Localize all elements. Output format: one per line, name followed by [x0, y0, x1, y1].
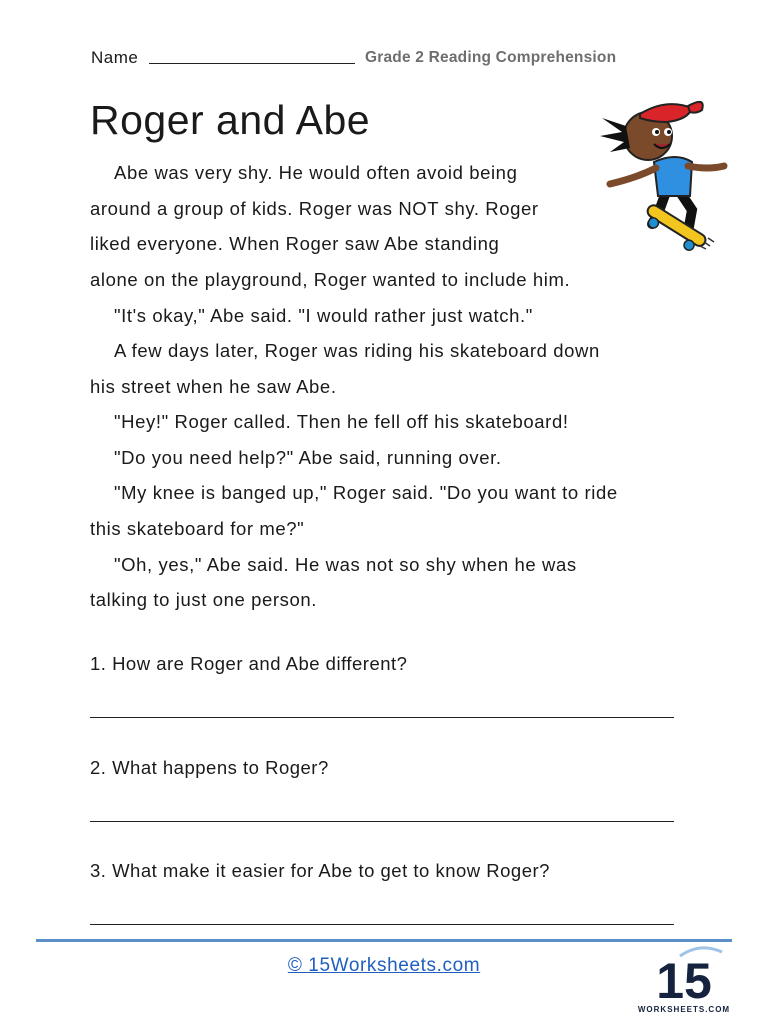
story-line: "Do you need help?" Abe said, running over.: [114, 447, 502, 468]
story-line: Abe was very shy. He would often avoid being: [114, 162, 518, 183]
answer-line-3[interactable]: [90, 924, 674, 925]
worksheets-logo-icon: [636, 940, 732, 1018]
story-line: "It's okay," Abe said. "I would rather just watch.": [114, 305, 533, 326]
question-2: 2. What happens to Roger?: [90, 757, 329, 778]
worksheet-header: [91, 46, 671, 70]
name-label: Name: [91, 48, 139, 67]
name-field-line[interactable]: [149, 63, 355, 64]
footer-divider: [36, 939, 732, 942]
story-line: his street when he saw Abe.: [90, 376, 337, 397]
story-line: alone on the playground, Roger wanted to include him.: [90, 269, 571, 290]
logo-number: 15: [656, 953, 712, 1009]
question-1: 1. How are Roger and Abe different?: [90, 653, 408, 674]
question-3: 3. What make it easier for Abe to get to know Roger?: [90, 860, 550, 881]
story-line: this skateboard for me?": [90, 518, 305, 539]
story-line: "My knee is banged up," Roger said. "Do you want to ride: [114, 482, 618, 503]
grade-label: Grade 2 Reading Comprehension: [365, 49, 617, 66]
story-line: "Hey!" Roger called. Then he fell off his skateboard!: [114, 411, 569, 432]
logo-text: WORKSHEETS.COM: [637, 1005, 731, 1014]
story-line: around a group of kids. Roger was NOT shy. Roger: [90, 198, 539, 219]
story-line: A few days later, Roger was riding his skateboard down: [114, 340, 600, 361]
story-line: "Oh, yes," Abe said. He was not so shy when he was: [114, 554, 577, 575]
story-line: talking to just one person.: [90, 589, 318, 610]
page-title: Roger and Abe: [90, 97, 371, 143]
site-link[interactable]: © 15Worksheets.com: [287, 955, 481, 976]
answer-line-2[interactable]: [90, 821, 674, 822]
story-line: liked everyone. When Roger saw Abe standing: [90, 233, 500, 254]
answer-line-1[interactable]: [90, 717, 674, 718]
skateboarder-illustration: [596, 92, 732, 252]
